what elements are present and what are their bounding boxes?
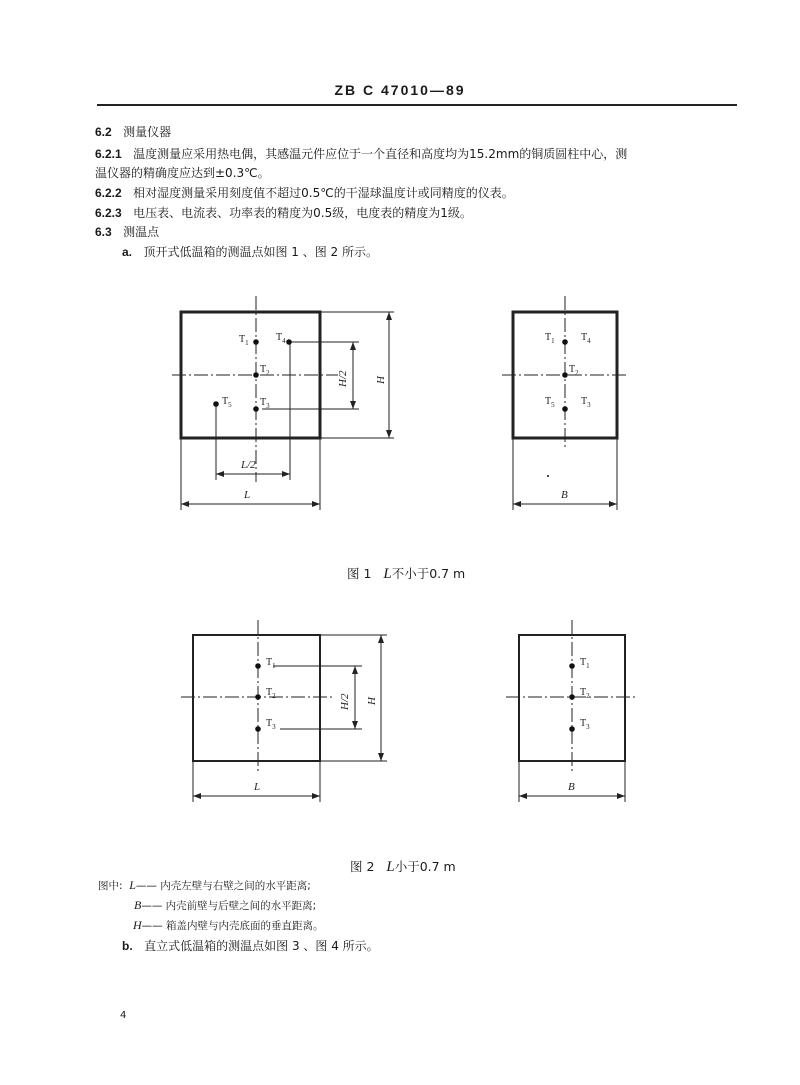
paragraph-text: 温度测量应采用热电偶，其感温元件应位于一个直径和高度均为15.2mm的铜质圆柱中心，测: [133, 147, 628, 161]
paragraph-text: 电压表、电流表、功率表的精度为0.5级，电度表的精度为1级。: [133, 206, 472, 220]
fig2-left-label-h: H: [366, 697, 378, 705]
item-label: b.: [122, 939, 133, 953]
section-number: 6.2.3: [95, 206, 122, 220]
fig2-left-label-h-half: H/2: [339, 693, 351, 710]
standard-code-header: ZB C 47010—89: [334, 82, 466, 98]
fig1-left-label-t3: $T_3$: [260, 397, 270, 410]
fig1-left-label-t2: $T_2$: [260, 364, 270, 377]
fig1-right-label-t3: $T_3$: [581, 396, 591, 409]
item-text: 顶开式低温箱的测温点如图 1 、图 2 所示。: [143, 245, 378, 259]
fig2-right-label-t2: $T_2$: [580, 687, 590, 700]
fig1-left-label-h: H: [375, 376, 387, 384]
figure-1-caption: [347, 564, 465, 583]
scan-speck: [547, 475, 549, 477]
caption-variable: L: [383, 566, 392, 582]
fig2-right-point-t2: [569, 694, 575, 700]
legend-variable: B: [134, 898, 142, 912]
legend-intro: 图中:: [98, 880, 123, 892]
section-number: 6.2.2: [95, 186, 122, 200]
fig2-right-label-t1: $T_1$: [580, 657, 590, 670]
fig2-right-label-t3: $T_3$: [580, 718, 590, 731]
fig1-left-label-h-half: H/2: [337, 370, 349, 387]
legend-line-l: [98, 878, 311, 894]
fig1-left-label-t4: $T_4$: [276, 332, 286, 345]
caption-prefix: 图 1: [347, 566, 372, 581]
fig2-left-label-l: L: [254, 781, 261, 793]
fig2-left-point-t1: [255, 663, 261, 669]
fig2-right-label-b: B: [568, 781, 575, 793]
figure-2-caption: [350, 857, 456, 876]
section-title: 测温点: [123, 225, 160, 239]
caption-text: 小于0.7 m: [394, 859, 456, 874]
section-title: 测量仪器: [123, 125, 172, 139]
fig2-left-label-t3: $T_3$: [266, 718, 276, 731]
fig1-right-label-b: B: [561, 489, 568, 501]
fig1-right-label-t2: $T_2$: [569, 364, 579, 377]
caption-prefix: 图 2: [350, 859, 375, 874]
fig1-left-label-l: L: [244, 489, 251, 501]
paragraph-text: 相对湿度测量采用刻度值不超过0.5℃的干湿球温度计或同精度的仪表。: [133, 186, 514, 200]
legend-variable: H: [133, 918, 142, 932]
fig2-right-point-t1: [569, 663, 575, 669]
legend-line-b: [134, 898, 316, 914]
legend-text: —— 内壳左壁与右壁之间的水平距离;: [135, 880, 311, 892]
fig1-left-label-t1: $T_1$: [239, 334, 249, 347]
fig1-right-point-t2: [562, 372, 568, 378]
caption-variable: L: [386, 859, 395, 875]
fig1-left-point-t4: [286, 339, 292, 345]
fig1-right-label-t5: $T_5$: [545, 396, 555, 409]
item-text: 直立式低温箱的测温点如图 3 、图 4 所示。: [144, 939, 379, 953]
legend-variable: L: [129, 878, 136, 892]
fig2-left-label-t2: $T_2$: [266, 687, 276, 700]
paragraph-6-2-1-cont: 温仪器的精确度应达到±0.3℃。: [95, 166, 270, 180]
section-number: 6.2: [95, 125, 112, 139]
fig2-left-point-t2: [255, 694, 261, 700]
fig1-left-point-t2: [253, 372, 259, 378]
item-label: a.: [122, 245, 133, 259]
section-number: 6.2.1: [95, 147, 122, 161]
fig2-left-label-t1: $T_1$: [266, 657, 276, 670]
fig1-right-label-t4: $T_4$: [581, 332, 591, 345]
fig1-left-label-l-half: L/2: [241, 459, 256, 471]
fig1-left-point-t3: [253, 406, 259, 412]
legend-text: —— 箱盖内壁与内壳底面的垂直距离。: [141, 920, 324, 932]
fig1-right-point-t3: [562, 406, 568, 412]
legend-line-h: [133, 918, 324, 934]
caption-text: 不小于0.7 m: [391, 566, 466, 581]
item-b: [122, 938, 379, 954]
fig2-right-point-t3: [569, 726, 575, 732]
fig1-right-point-t1: [562, 339, 568, 345]
fig1-left-point-t1: [253, 339, 259, 345]
legend-text: —— 内壳前壁与后壁之间的水平距离;: [141, 900, 317, 912]
fig1-right-label-t1: $T_1$: [545, 332, 555, 345]
fig1-left-point-t5: [213, 401, 219, 407]
section-number: 6.3: [95, 225, 112, 239]
page-number: 4: [120, 1010, 127, 1021]
fig2-left-point-t3: [255, 726, 261, 732]
fig1-left-label-t5: $T_5$: [222, 396, 232, 409]
